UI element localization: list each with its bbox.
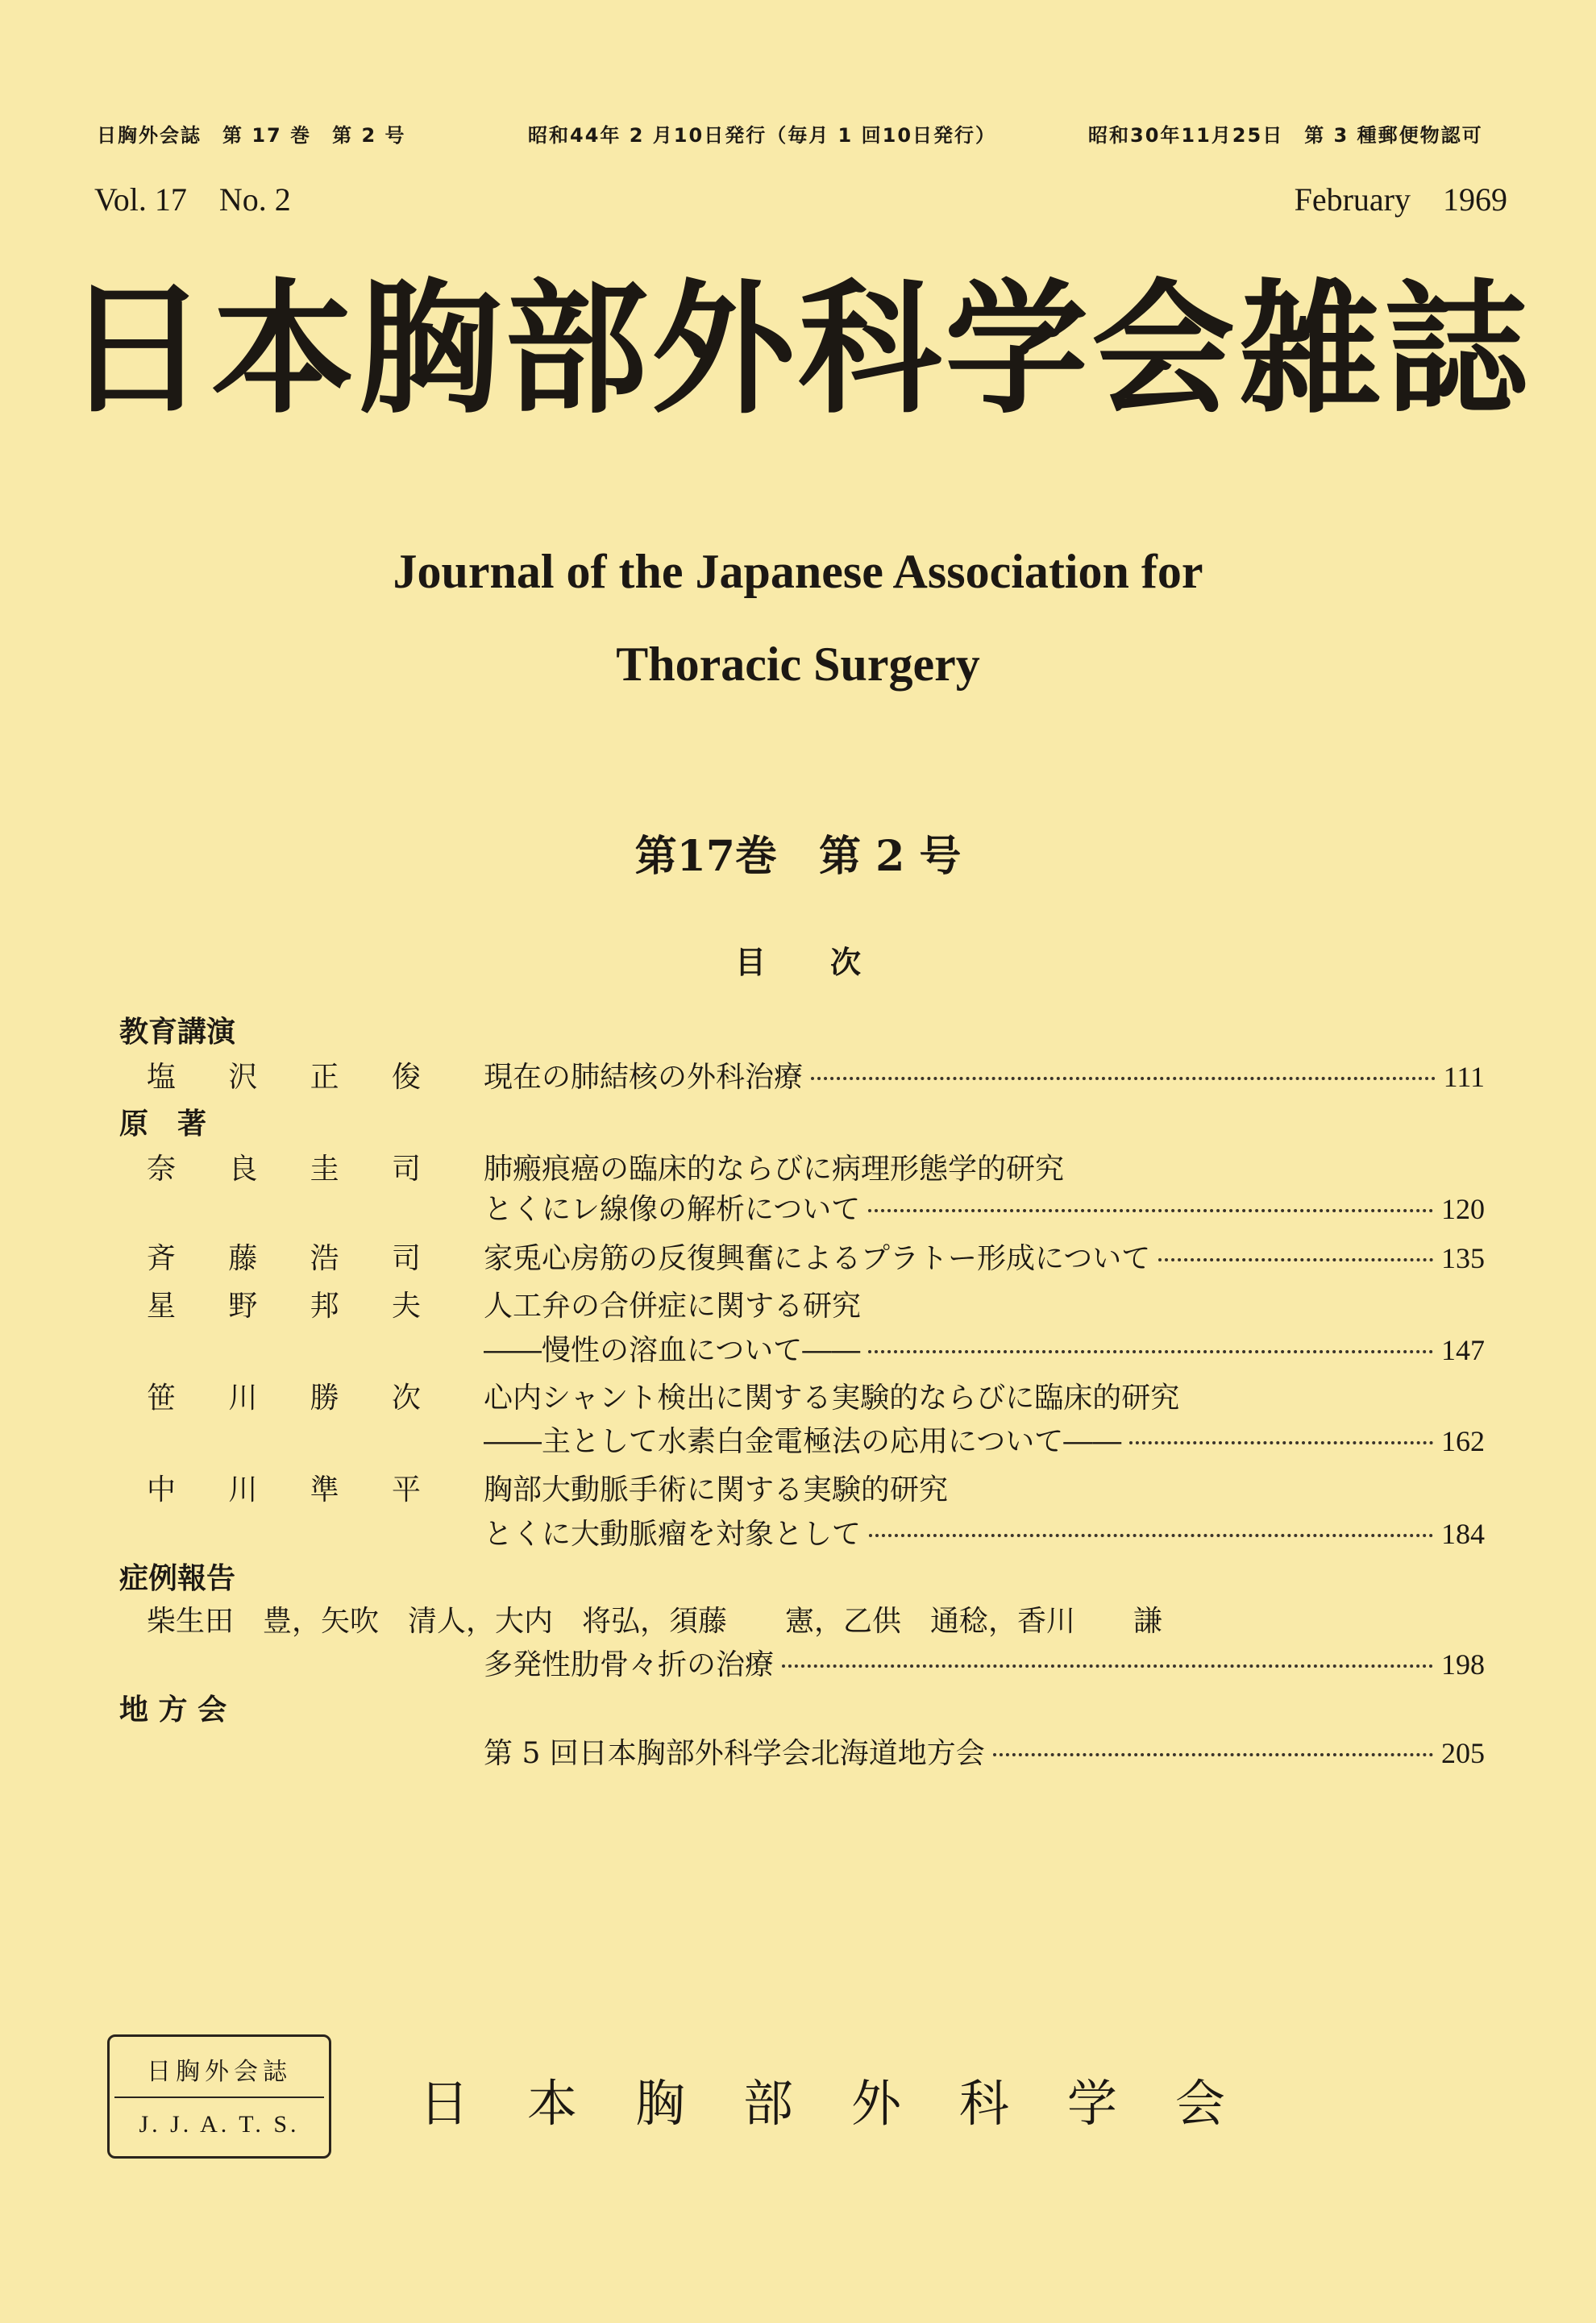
section-regional: 地 方 会 xyxy=(119,1693,227,1727)
toc-page-number: 205 xyxy=(1441,1737,1485,1769)
leader-dots xyxy=(869,1534,1433,1537)
case-report-authors: 柴生田 豊，矢吹 清人，大内 将弘，須藤 憲，乙供 通稔，香川 謙 xyxy=(147,1605,1163,1638)
box-divider xyxy=(114,2097,324,2098)
toc-entry-title: 人工弁の合併症に関する研究 xyxy=(484,1290,862,1323)
toc-entry-title: 多発性肋骨々折の治療 xyxy=(484,1648,775,1681)
society-name: 日 本 胸 部 外 科 学 会 xyxy=(419,2074,1225,2133)
journal-abbrev-ja: 日胸外会誌 xyxy=(147,2058,292,2086)
header-abbrev: 日胸外会誌 第 17 巻 第 2 号 xyxy=(97,124,406,147)
section-lecture: 教育講演 xyxy=(119,1015,236,1049)
toc-entry xyxy=(484,1642,1485,1683)
toc-entry-title: 第 5 回日本胸部外科学会北海道地方会 xyxy=(484,1737,985,1770)
header-postal-permit: 昭和30年11月25日 第 3 種郵便物認可 xyxy=(1088,124,1483,147)
journal-title-en-line2: Thoracic Surgery xyxy=(616,638,980,691)
toc-entry xyxy=(484,1054,1485,1095)
toc-heading: 目次 xyxy=(734,944,925,980)
toc-entry-title: 家兎心房筋の反復興奮によるプラトー形成について xyxy=(484,1242,1151,1275)
toc-entry xyxy=(484,1328,1485,1369)
toc-entry xyxy=(484,1511,1485,1552)
section-case-report: 症例報告 xyxy=(119,1561,236,1595)
toc-page-number: 184 xyxy=(1441,1518,1485,1550)
toc-page-number: 120 xyxy=(1441,1193,1485,1225)
volume-number: Vol. 17 No. 2 xyxy=(94,181,291,218)
issue-date: February 1969 xyxy=(1294,181,1507,218)
toc-page-number: 111 xyxy=(1443,1061,1485,1093)
toc-entry-title: 心内シャント検出に関する実験的ならびに臨床的研究 xyxy=(484,1382,1180,1415)
leader-dots xyxy=(993,1753,1433,1756)
journal-abbrev-en: J. J. A. T. S. xyxy=(139,2111,300,2138)
leader-dots xyxy=(868,1350,1433,1353)
journal-title-ja: 日本胸部外科学会雑誌 xyxy=(64,266,1532,433)
leader-dots xyxy=(868,1209,1433,1212)
section-original: 原 著 xyxy=(119,1107,207,1141)
leader-dots xyxy=(811,1077,1436,1080)
toc-page-number: 147 xyxy=(1441,1334,1485,1366)
toc-page-number: 198 xyxy=(1441,1648,1485,1681)
leader-dots xyxy=(1129,1441,1433,1444)
toc-entry-title: 現在の肺結核の外科治療 xyxy=(484,1061,804,1094)
toc-page-number: 162 xyxy=(1441,1425,1485,1457)
leader-dots xyxy=(782,1664,1433,1668)
issue-number: 第17巻 第 2 号 xyxy=(634,832,962,881)
toc-entry xyxy=(484,1186,1485,1228)
header-publication: 昭和44年 2 月10日発行（毎月 1 回10日発行） xyxy=(528,124,997,147)
leader-dots xyxy=(1158,1258,1433,1261)
toc-entry-title: 肺瘢痕癌の臨床的ならびに病理形態学的研究 xyxy=(484,1153,1065,1186)
toc-author: 星 野 邦 夫 xyxy=(147,1290,421,1323)
toc-author: 塩 沢 正 俊 xyxy=(147,1061,421,1094)
toc-entry-subtitle: とくに大動脈瘤を対象として xyxy=(484,1518,862,1551)
toc-author: 奈 良 圭 司 xyxy=(147,1153,421,1186)
journal-abbrev-box xyxy=(107,2034,331,2159)
toc-page-number: 135 xyxy=(1441,1242,1485,1274)
toc-entry-subtitle: とくにレ線像の解析について xyxy=(484,1193,861,1226)
toc-entry-subtitle: ――主として水素白金電極法の応用について―― xyxy=(484,1425,1122,1458)
toc-author: 斉 藤 浩 司 xyxy=(147,1242,421,1275)
toc-entry xyxy=(484,1731,1485,1772)
toc-entry-subtitle: ――慢性の溶血について―― xyxy=(484,1334,861,1367)
toc-entry xyxy=(484,1236,1485,1277)
journal-title-en-line1: Journal of the Japanese Association for xyxy=(393,545,1203,598)
toc-author: 笹 川 勝 次 xyxy=(147,1382,421,1415)
toc-entry-title: 胸部大動脈手術に関する実験的研究 xyxy=(484,1473,949,1506)
toc-author: 中 川 準 平 xyxy=(147,1473,421,1506)
toc-entry xyxy=(484,1419,1485,1460)
